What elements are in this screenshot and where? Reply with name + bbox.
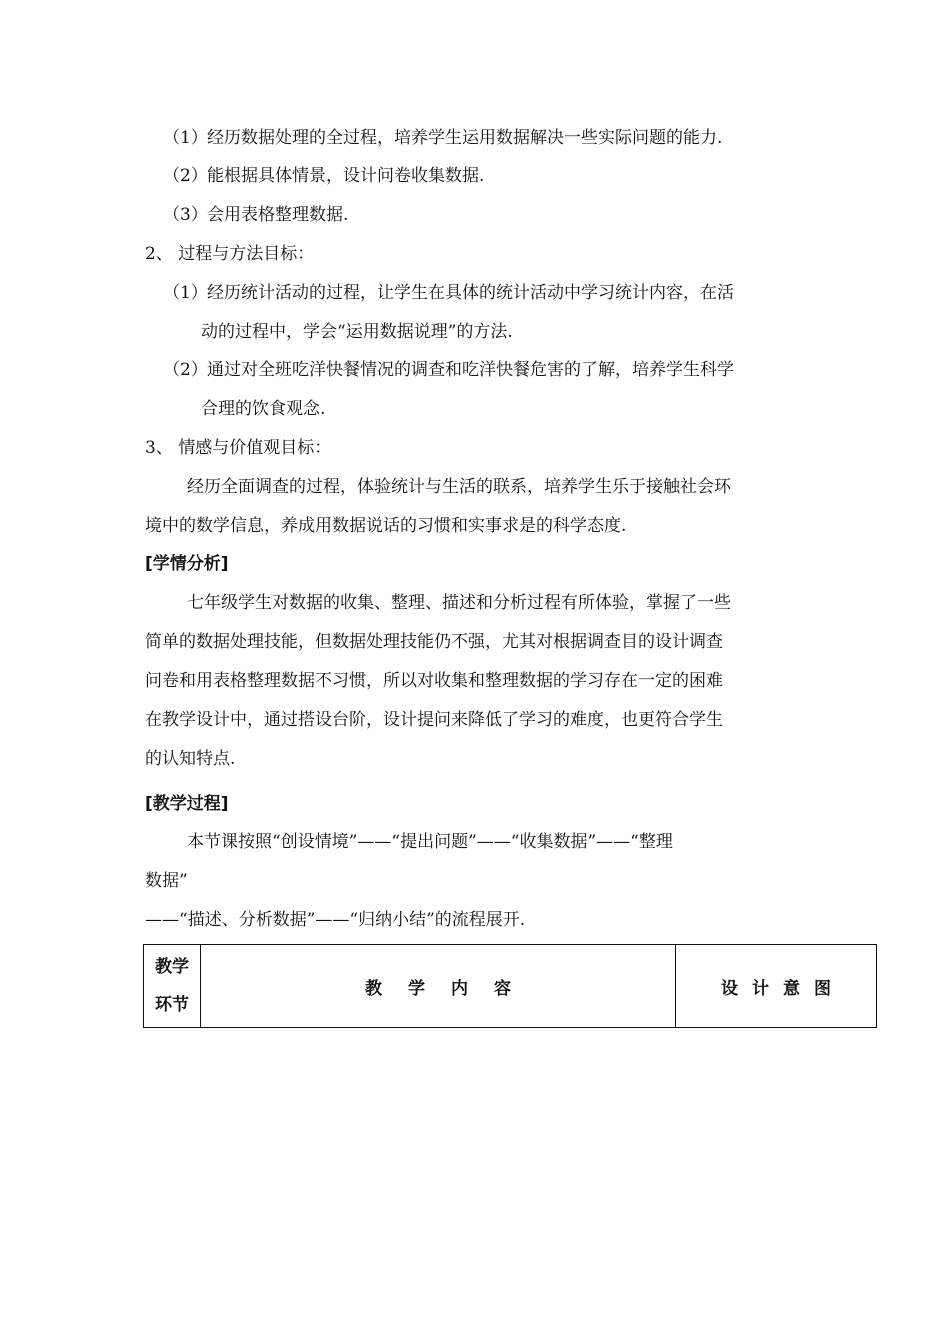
header-cell-content <box>201 945 676 1028</box>
item-number: （3） <box>163 205 208 225</box>
item-text: 经历数据处理的全过程，培养学生运用数据解决一些实际问题的能力. <box>207 128 723 148</box>
item-number: （1） <box>163 128 208 148</box>
emotion-objective-heading: 3、 情感与价值观目标： <box>145 438 332 458</box>
item-text: 能根据具体情景，设计问卷收集数据. <box>207 166 485 186</box>
header-stage-line2: 环节 <box>155 995 189 1015</box>
process-item-1-line2: 动的过程中，学会“运用数据说理”的方法. <box>201 322 513 342</box>
analysis-heading: [学情分析] <box>145 554 229 574</box>
analysis-line-1: 七年级学生对数据的收集、整理、描述和分析过程有所体验，掌握了一些 <box>187 593 731 613</box>
process-objective-heading: 2、 过程与方法目标： <box>145 244 315 264</box>
process-item-2-line1 <box>163 358 734 382</box>
emotion-paragraph-line1: 经历全面调查的过程，体验统计与生活的联系，培养学生乐于接触社会环 <box>187 477 731 497</box>
header-intent-label: 设计意图 <box>721 978 845 999</box>
item-text: 会用表格整理数据. <box>207 205 349 225</box>
analysis-line-5: 的认知特点. <box>145 749 236 769</box>
item-number: （2） <box>163 360 208 380</box>
emotion-paragraph-line2: 境中的数学信息，养成用数据说话的习惯和实事求是的科学态度. <box>145 516 627 536</box>
objective-item-3 <box>163 203 348 227</box>
analysis-line-3: 问卷和用表格整理数据不习惯，所以对收集和整理数据的学习存在一定的困难 <box>145 671 723 691</box>
process-line-1: 本节课按照“创设情境”——“提出问题”——“收集数据”——“整理 <box>187 832 673 852</box>
process-item-1-line1 <box>163 281 734 305</box>
process-heading: [教学过程] <box>145 794 229 814</box>
item-number: （2） <box>163 166 208 186</box>
header-content-label: 教学内容 <box>365 978 537 999</box>
lesson-plan-table <box>143 944 877 1028</box>
item-text: 通过对全班吃洋快餐情况的调查和吃洋快餐危害的了解，培养学生科学 <box>207 360 734 380</box>
item-text: 经历统计活动的过程，让学生在具体的统计活动中学习统计内容，在活 <box>207 283 734 303</box>
analysis-line-4: 在教学设计中，通过搭设台阶，设计提问来降低了学习的难度，也更符合学生 <box>145 710 723 730</box>
header-stage-line1: 教学 <box>155 957 189 977</box>
item-number: （1） <box>163 283 208 303</box>
header-cell-stage <box>144 945 201 1028</box>
process-line-2: 数据” <box>145 871 188 891</box>
table-header-row <box>144 945 877 1028</box>
analysis-line-2: 简单的数据处理技能，但数据处理技能仍不强，尤其对根据调查目的设计调查 <box>145 632 723 652</box>
objective-item-1 <box>163 126 722 150</box>
objective-item-2 <box>163 164 484 188</box>
process-item-2-line2: 合理的饮食观念. <box>201 399 326 419</box>
process-line-3: ——“描述、分析数据”——“归纳小结”的流程展开. <box>145 910 526 930</box>
header-cell-intent <box>676 945 877 1028</box>
